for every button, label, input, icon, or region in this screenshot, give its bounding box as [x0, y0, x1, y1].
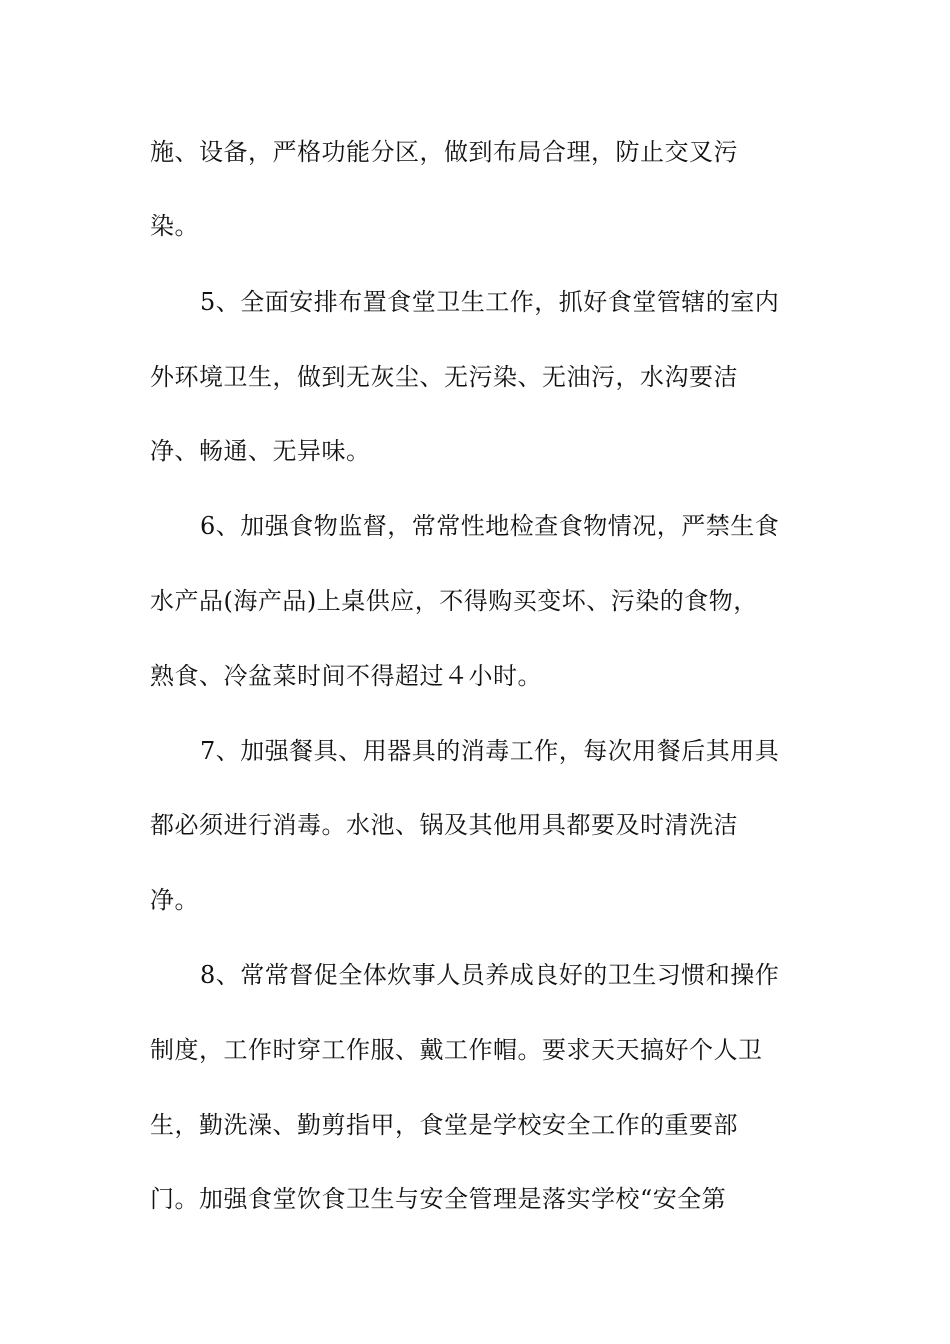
text-line: 都必须进行消毒。水池、锅及其他用具都要及时清洗洁 [150, 811, 738, 839]
text-line: 外环境卫生，做到无灰尘、无污染、无油污，水沟要洁 [150, 363, 738, 391]
text-line: 门。加强食堂饮食卫生与安全管理是落实学校“安全第 [150, 1185, 727, 1213]
paragraph-5-line: 5、全面安排布置食堂卫生工作，抓好食堂管辖的室内 [200, 288, 780, 316]
text-line: 染。 [150, 212, 199, 240]
text-line: 水产品(海产品)上桌供应，不得购买变坏、污染的食物， [150, 587, 758, 615]
text-line: 熟食、冷盆菜时间不得超过４小时。 [150, 662, 542, 690]
text-line: 生，勤洗澡、勤剪指甲，食堂是学校安全工作的重要部 [150, 1111, 738, 1139]
text-line: 净、畅通、无异味。 [150, 437, 371, 465]
paragraph-6-line: 6、加强食物监督，常常性地检查食物情况，严禁生食 [200, 512, 780, 540]
paragraph-8-line: 8、常常督促全体炊事人员养成良好的卫生习惯和操作 [200, 961, 780, 989]
paragraph-7-line: 7、加强餐具、用器具的消毒工作，每次用餐后其用具 [200, 737, 780, 765]
text-line: 制度，工作时穿工作服、戴工作帽。要求天天搞好个人卫 [150, 1036, 763, 1064]
text-line: 净。 [150, 886, 199, 914]
text-line: 施、设备，严格功能分区，做到布局合理，防止交叉污 [150, 138, 738, 166]
